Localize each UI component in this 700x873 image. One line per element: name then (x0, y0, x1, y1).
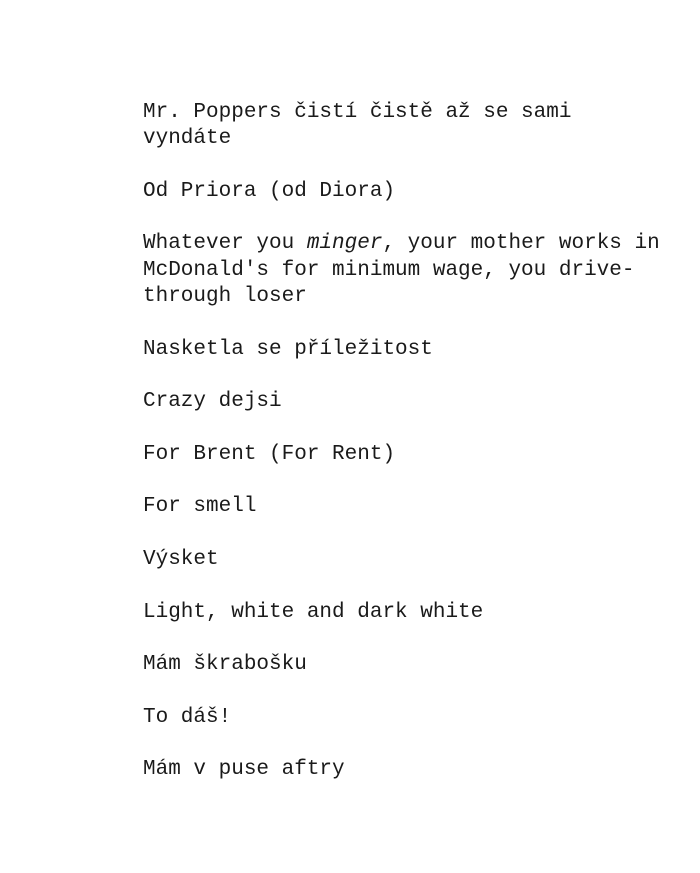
entry-7: For smell (143, 495, 257, 519)
entry-8: Výsket (143, 548, 219, 572)
entry-9: Light, white and dark white (143, 600, 484, 624)
entry-3-after: , your mother works in McDonald's for minimum wage, you drive-through loser (143, 232, 660, 309)
entry-5: Crazy dejsi (143, 390, 282, 414)
entry-3-italic: minger (306, 232, 383, 256)
entry-10: Mám škrabošku (143, 653, 307, 677)
entry-3-before: Whatever you (143, 232, 307, 256)
entry-12: Mám v puse aftry (143, 758, 345, 782)
entry-1: Mr. Poppers čistí čistě až se sami vyndáte (143, 101, 572, 151)
entry-6: For Brent (For Rent) (143, 442, 396, 466)
entry-2: Od Priora (od Diora) (143, 179, 396, 203)
entry-4: Nasketla se příležitost (143, 337, 433, 361)
entry-3 (143, 231, 663, 310)
entry-11: To dáš! (143, 705, 232, 729)
document-page (143, 100, 663, 810)
